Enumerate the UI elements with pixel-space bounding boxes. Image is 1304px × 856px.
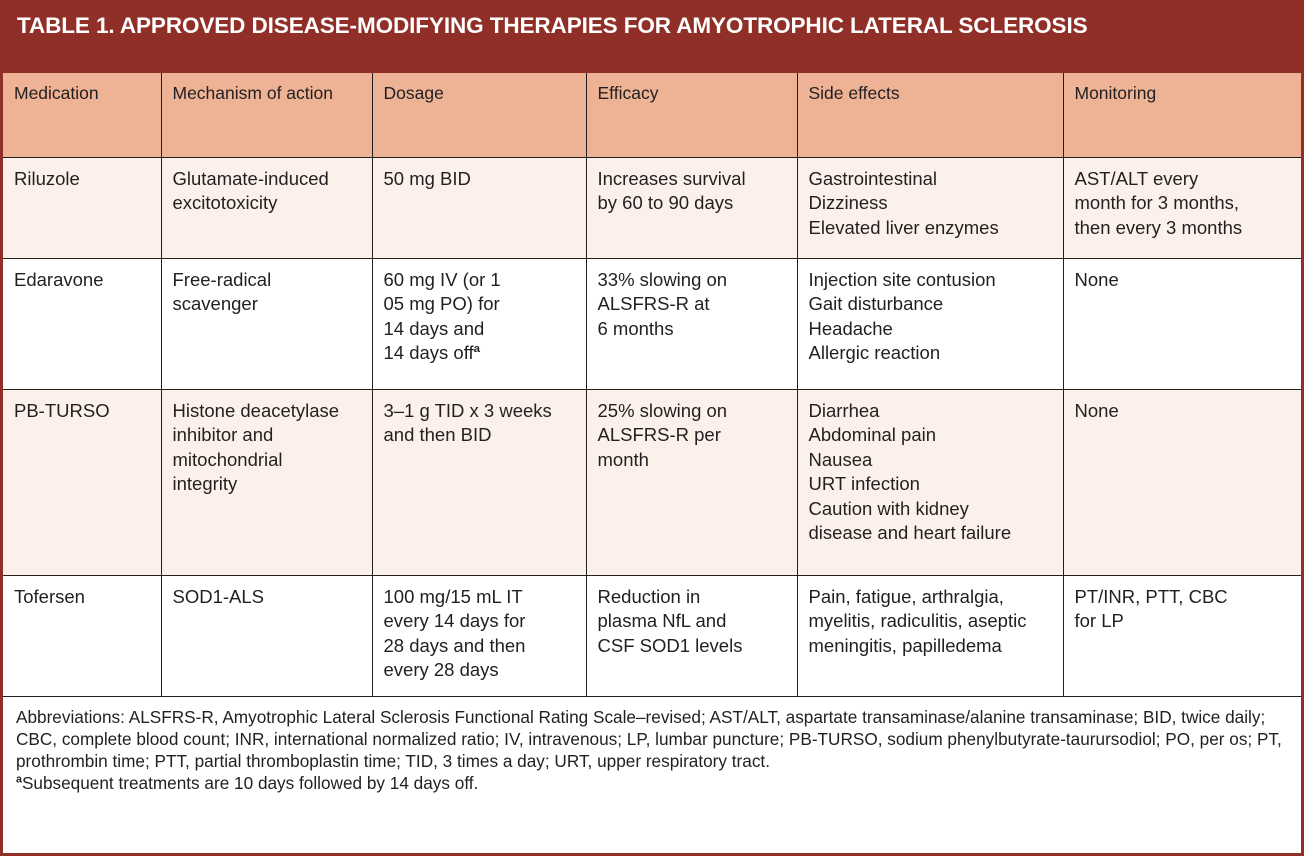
cell-line: SOD1-ALS [172, 585, 265, 607]
cell-monitoring [1063, 258, 1301, 389]
cell-efficacy [586, 575, 797, 696]
cell-line: 05 mg PO) for [383, 293, 500, 315]
footnote-a-text: Subsequent treatments are 10 days followed by 14 days off. [21, 773, 479, 794]
table-row [3, 575, 1301, 696]
cell-line: inhibitor and [172, 424, 274, 446]
footnote-a [16, 772, 1288, 794]
cell-line: Diarrhea [808, 399, 880, 421]
cell-dosage [372, 157, 586, 258]
cell-line: Pain, fatigue, arthralgia, [808, 585, 1004, 607]
cell-line: and then BID [383, 424, 492, 446]
cell-side-effects [797, 258, 1063, 389]
column-header-efficacy: Efficacy [586, 73, 797, 157]
column-header-dosage: Dosage [372, 73, 586, 157]
cell-line: PT/INR, PTT, CBC [1074, 585, 1228, 607]
column-header-monitoring: Monitoring [1063, 73, 1301, 157]
cell-line: myelitis, radiculitis, aseptic [808, 610, 1027, 632]
cell-line: 60 mg IV (or 1 [383, 268, 501, 290]
cell-line: then every 3 months [1074, 216, 1243, 238]
cell-line: Increases survival [597, 167, 746, 189]
cell-side-effects [797, 389, 1063, 575]
cell-line: 3–1 g TID x 3 weeks [383, 399, 552, 421]
cell-medication: PB-TURSO [3, 389, 161, 575]
table-head [3, 73, 1301, 157]
cell-line: 25% slowing on [597, 399, 728, 421]
cell-line: 14 days off$^a$ [383, 342, 481, 364]
cell-dosage [372, 258, 586, 389]
cell-line: Injection site contusion [808, 268, 996, 290]
cell-line: mitochondrial [172, 448, 283, 470]
table-row [3, 258, 1301, 389]
footnote-a-marker: a [16, 773, 22, 786]
cell-line: for LP [1074, 610, 1124, 632]
cell-efficacy [586, 157, 797, 258]
cell-line: None [1074, 268, 1119, 290]
cell-line: 28 days and then [383, 634, 526, 656]
abbreviations-text: Abbreviations: ALSFRS-R, Amyotrophic Lateral Sclerosis Functional Rating Scale–revised; AST/ALT, aspartate transaminase/alanine transaminase; BID, twice daily; CBC, complete blood count; INR, international normalized ratio; IV, intravenous; LP, lumbar puncture; PB-TURSO, sodium phenylbutyrate-taurursodiol; PO, per os; PT, prothrombin time; PTT, partial thromboplastin time; TID, 3 times a day; URT, upper respiratory tract. [16, 706, 1282, 771]
cell-line: Dizziness [808, 192, 888, 214]
table-title: TABLE 1. APPROVED DISEASE-MODIFYING THERAPIES FOR AMYOTROPHIC LATERAL SCLEROSIS [3, 3, 1301, 73]
cell-monitoring [1063, 575, 1301, 696]
cell-medication: Edaravone [3, 258, 161, 389]
cell-line: month [597, 448, 649, 470]
cell-line: ALSFRS-R at [597, 293, 710, 315]
cell-line: 50 mg BID [383, 167, 471, 189]
cell-line: Gastrointestinal [808, 167, 938, 189]
cell-line: disease and heart failure [808, 522, 1012, 544]
cell-line: Gait disturbance [808, 293, 944, 315]
cell-medication: Riluzole [3, 157, 161, 258]
therapies-table [3, 73, 1301, 697]
cell-line: Reduction in [597, 585, 701, 607]
cell-dosage [372, 389, 586, 575]
cell-line: Histone deacetylase [172, 399, 340, 421]
cell-line: Caution with kidney [808, 497, 969, 519]
cell-efficacy [586, 389, 797, 575]
cell-line: CSF SOD1 levels [597, 634, 743, 656]
cell-line: 6 months [597, 317, 674, 339]
cell-line: 100 mg/15 mL IT [383, 585, 523, 607]
column-header-side-effects: Side effects [797, 73, 1063, 157]
cell-dosage [372, 575, 586, 696]
cell-line: ALSFRS-R per [597, 424, 721, 446]
cell-efficacy [586, 258, 797, 389]
cell-line: Nausea [808, 448, 873, 470]
cell-line: every 14 days for [383, 610, 526, 632]
cell-line: integrity [172, 473, 238, 495]
cell-mechanism [161, 157, 372, 258]
cell-line: plasma NfL and [597, 610, 727, 632]
table-row [3, 157, 1301, 258]
cell-line: by 60 to 90 days [597, 192, 734, 214]
cell-line: 33% slowing on [597, 268, 728, 290]
cell-monitoring [1063, 389, 1301, 575]
cell-mechanism [161, 389, 372, 575]
cell-monitoring [1063, 157, 1301, 258]
cell-line: excitotoxicity [172, 192, 278, 214]
cell-line: None [1074, 399, 1119, 421]
footnote-marker: a [473, 343, 481, 356]
table-body [3, 157, 1301, 696]
cell-line: scavenger [172, 293, 258, 315]
cell-line: Free-radical [172, 268, 272, 290]
cell-line: Glutamate-induced [172, 167, 329, 189]
cell-line: Abdominal pain [808, 424, 937, 446]
column-header-medication: Medication [3, 73, 161, 157]
table-footnote [3, 697, 1301, 854]
cell-line: URT infection [808, 473, 920, 495]
cell-side-effects [797, 157, 1063, 258]
cell-line: month for 3 months, [1074, 192, 1240, 214]
cell-mechanism [161, 258, 372, 389]
cell-side-effects [797, 575, 1063, 696]
cell-line: every 28 days [383, 659, 499, 681]
header-row [3, 73, 1301, 157]
cell-mechanism [161, 575, 372, 696]
cell-line: Allergic reaction [808, 342, 941, 364]
cell-line: Headache [808, 317, 893, 339]
cell-line: Elevated liver enzymes [808, 216, 999, 238]
table-row [3, 389, 1301, 575]
cell-line: meningitis, papilledema [808, 634, 1002, 656]
cell-medication: Tofersen [3, 575, 161, 696]
cell-line: 14 days and [383, 317, 485, 339]
column-header-mechanism-of-action: Mechanism of action [161, 73, 372, 157]
cell-line: AST/ALT every [1074, 167, 1199, 189]
